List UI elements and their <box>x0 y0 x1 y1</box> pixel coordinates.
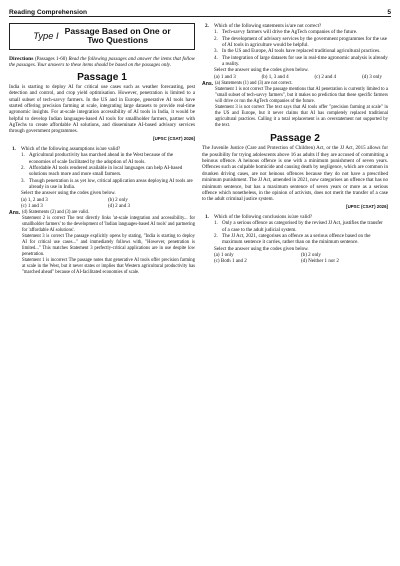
question-2 <box>202 23 388 80</box>
option-a: (a) 1 only <box>214 251 234 258</box>
question-stem: Which of the following assumptions is/are valid? <box>21 145 121 152</box>
statement-list <box>21 152 195 190</box>
statement-list <box>214 220 388 245</box>
question-stem: Which of the following conclusions is/are valid? <box>214 213 313 220</box>
passage-2-text: The Juvenile Justice (Care and Protection of Children) Act, or the JJ Act, 2015 allows for the possibility for trying adolescents above 16 as adults if they are accused of committing a heinous offence. A heinous offence is one with a minimum punishment of seven years. Offences such as culpable homicide and causing death by negligence, which are common in drunken driving cases, are not heinous offences because they do not have a prescribed minimum punishment. The JJ Act, amended in 2021, now categorises an offence that has no minimum sentence, but has a maximum sentence of seven years or more as a serious offence which nonetheless, in the opinion of activists, does not merit the transfer of a case to the adult criminal justice system. <box>202 145 388 203</box>
statement-number: 1. <box>21 152 25 159</box>
type-title-line-2: Two Questions <box>87 35 149 46</box>
question-3 <box>202 214 388 265</box>
type-title <box>65 27 171 46</box>
running-header <box>9 0 391 17</box>
answer-explanation: Statement 2 is correct The text directly links 'at-scale integration and accessibility... for smallholder farmers' to the development of 'Indian languages-based AI tools' and partnering for 'affordable AI solutions'. <box>22 216 195 234</box>
statement-text: The development of advisory services by the government programmes for the use of AI tools in agriculture would be helpful. <box>222 35 387 49</box>
list-item <box>214 233 388 246</box>
question-number: 1. <box>205 213 209 220</box>
page-number: 5 <box>387 9 391 16</box>
statement-text: The JJ Act, 2021, categorises an offence as a serious offence based on the maximum sentence it carries, rather than on the minimum sentence. <box>222 232 371 246</box>
statement-text: Only a serious offence as categorised by the revised JJ Act, justifies the transfer of a case to the adult judicial system. <box>222 220 383 233</box>
list-item <box>21 152 195 165</box>
question-number: 1. <box>12 145 16 152</box>
answer-label: Ans. <box>202 81 214 88</box>
list-item <box>21 165 195 178</box>
answer-options <box>21 197 195 210</box>
answer-explanation: Statement 3 is not correct The text says that AI tools offer "precision farming at scale" in the US and Europe, but it never claims that AI has completely replaced traditional agricultural practices. Calling it a total replacement is an overstatement not supported by the text. <box>215 105 388 129</box>
answer-options <box>214 252 388 265</box>
statement-number: 3. <box>21 177 25 184</box>
answer-head: (a) Statements (1) and (3) are not correct. <box>215 81 293 87</box>
left-column <box>9 23 195 276</box>
passage-1-title: Passage 1 <box>77 71 127 83</box>
directions <box>9 56 195 69</box>
type-label: Type I <box>33 30 59 42</box>
statement-text: Though penetration is as yet low, critical application areas deploying AI tools are already in use in India. <box>29 177 193 190</box>
passage-1-text: India is starting to deploy AI for critical use cases such as weather forecasting, pest detection and control, and crop yield optimisation. However, penetration is limited to a small subset of tech-savvy farmers. In the US and in Europe, generative AI tools have started offering precision farming at scale, integrating large datasets to provide real-time agronomic insights. For at-scale integration accessibility of AI tools in India, it would be helpful to develop Indian languages-based AI tools for smallholder farmers, partner with AgTechs to create affordable AI solutions, and disseminate AI-based advisory services through government programmes. <box>9 83 195 135</box>
answer-explanation: Statement 1 is incorrect The passage notes that generative AI tools offer precision farming at scale in the West, but it never states or implies that Western agricultural productivity has "marched ahead" because of AI-facilitated economies of scale. <box>22 258 195 276</box>
option-a: (a) 1, 2 and 3 <box>21 196 48 203</box>
directions-text: Read the following passages and answer the items that follow the passages. Your answers to these items should be based on the passages only. <box>9 55 195 69</box>
answer-1 <box>9 210 195 276</box>
statement-number: 1. <box>214 220 218 227</box>
section-title: Reading Comprehension <box>9 9 88 16</box>
list-item <box>214 220 388 233</box>
statement-number: 4. <box>214 54 218 61</box>
option-d: (d) Neither 1 nor 2 <box>301 258 339 265</box>
type-heading-box <box>9 23 195 50</box>
passage-2-source: [UPSC (CSAT) 2026] <box>346 203 388 209</box>
directions-range: (Passages 1-60) <box>34 55 67 62</box>
statement-text: The integration of large datasets for use in real-time agronomic analysis is already a reality. <box>222 54 388 68</box>
passage-1-source: [UPSC (CSAT) 2026] <box>153 135 195 141</box>
answer-options <box>214 74 388 80</box>
directions-lead: Directions <box>9 55 34 62</box>
answer-2 <box>202 81 388 129</box>
passage-2-title: Passage 2 <box>270 133 320 145</box>
option-c: (c) 1 and 3 <box>21 203 43 210</box>
select-instruction: Select the answer using the codes given below. <box>214 67 309 74</box>
option-c: (c) Both 1 and 2 <box>214 258 247 265</box>
option-c: (c) 2 and 4 <box>314 73 337 80</box>
list-item <box>21 178 195 191</box>
answer-label: Ans. <box>9 210 21 217</box>
question-number: 2. <box>205 23 209 29</box>
option-d: (d) 3 only <box>362 73 382 80</box>
statement-number: 1. <box>214 29 218 36</box>
option-b: (b) 2 only <box>301 251 321 258</box>
question-1 <box>9 146 195 209</box>
select-instruction: Select the answer using the codes given below. <box>214 245 309 252</box>
answer-explanation: Statement 3 is correct The passage explicitly opens by stating, "India is starting to deploy AI for critical use cases..." and immediately follows with, "However, penetration is limited..." This matches Statement 3 perfectly-critical applications are in use despite low penetration. <box>22 234 195 258</box>
answer-explanation: Statement 1 is not correct The passage mentions that AI penetration is currently limited to a "small subset of tech-savvy farmers", but it makes no prediction that these specific farmers will drive or run the AgTech companies of the future. <box>215 87 388 105</box>
option-b: (b) 2 only <box>108 196 128 203</box>
statement-number: 2. <box>21 164 25 171</box>
answer-head: (d) Statements (2) and (3) are valid. <box>22 210 90 216</box>
option-b: (b) 1, 3 and 4 <box>261 73 289 80</box>
statement-text: Tech-savvy farmers will drive the AgTech companies of the future. <box>222 29 358 36</box>
option-a: (a) 1 and 3 <box>214 73 236 80</box>
list-item <box>214 36 388 49</box>
right-column <box>202 23 388 276</box>
statement-list <box>214 29 388 67</box>
question-stem: Which of the following statements is/are not correct? <box>214 23 322 29</box>
statement-text: Agricultural productivity has marched ahead in the West because of the economies of scale facilitated by the adoption of AI tools. <box>29 152 174 165</box>
select-instruction: Select the answer using the codes given below. <box>21 190 116 197</box>
list-item <box>214 55 388 68</box>
option-d: (d) 2 and 3 <box>108 203 131 210</box>
type-title-line-1: Passage Based on One or <box>64 26 171 36</box>
statement-number: 2. <box>214 232 218 239</box>
statement-number: 2. <box>214 35 218 42</box>
statement-text: In the US and Europe, AI tools have replaced traditional agricultural practices. <box>222 48 381 55</box>
statement-number: 3. <box>214 48 218 55</box>
statement-text: Affordable AI tools rendered available in local languages can help AI-based solutions reach more and more small farmers. <box>29 164 183 178</box>
